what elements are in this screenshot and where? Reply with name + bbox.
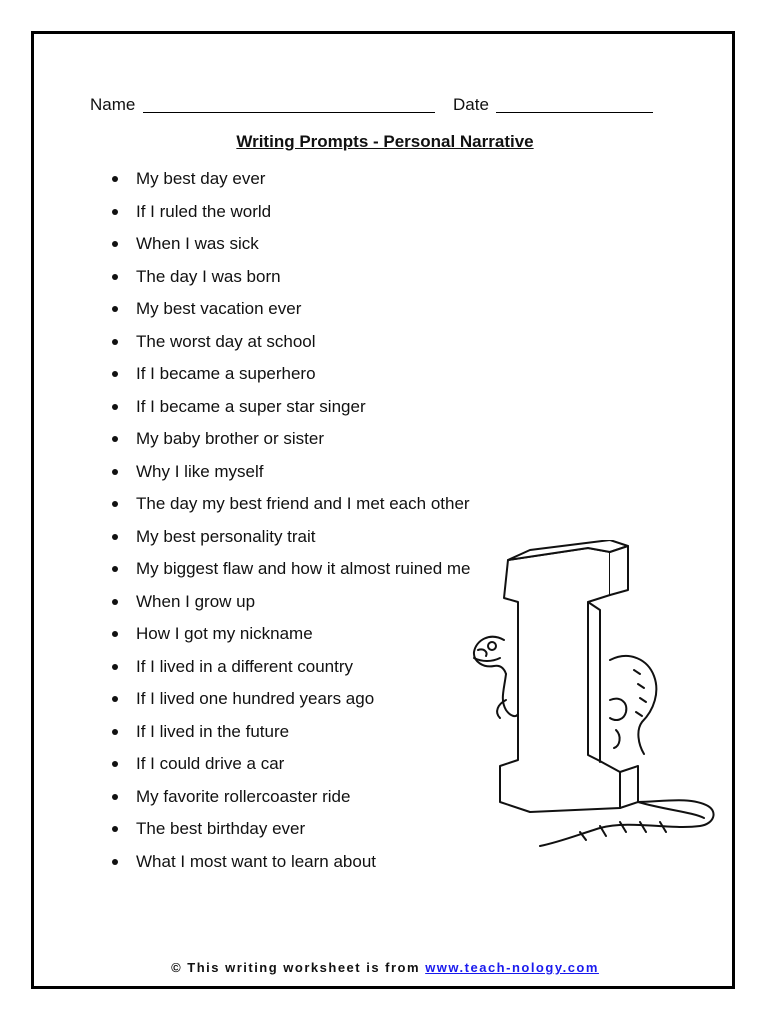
bullet-icon	[112, 469, 118, 475]
bullet-icon	[112, 566, 118, 572]
footer-text: © This writing worksheet is from	[171, 960, 426, 975]
prompt-text: Why I like myself	[136, 461, 264, 481]
bullet-icon	[112, 404, 118, 410]
bullet-icon	[112, 274, 118, 280]
bullet-icon	[112, 859, 118, 865]
date-blank-line	[496, 112, 653, 113]
prompt-text: My baby brother or sister	[136, 429, 325, 448]
prompt-text: The day I was born	[136, 266, 281, 286]
prompt-item	[108, 396, 471, 429]
bullet-icon	[112, 696, 118, 702]
bullet-icon	[112, 761, 118, 767]
prompt-text: The worst day at school	[136, 331, 316, 351]
prompt-item	[108, 818, 471, 851]
prompt-item	[108, 656, 471, 689]
prompt-list	[108, 168, 471, 883]
prompt-item	[108, 526, 471, 559]
name-label: Name	[90, 95, 136, 114]
prompt-text: If I lived in a different country	[136, 656, 354, 676]
letter-i-with-lizard-icon	[470, 540, 720, 860]
bullet-icon	[112, 339, 118, 345]
name-blank-line	[143, 112, 435, 113]
prompt-text: The day my best friend and I met each other	[136, 494, 470, 513]
prompt-item	[108, 558, 471, 591]
prompt-item	[108, 461, 471, 494]
prompt-item	[108, 363, 471, 396]
prompt-text: My favorite rollercoaster ride	[136, 786, 351, 806]
prompt-text: When I grow up	[136, 591, 256, 611]
prompt-text: My best personality trait	[136, 526, 316, 546]
prompt-text: If I could drive a car	[136, 754, 285, 773]
prompt-item	[108, 493, 471, 526]
prompt-item	[108, 591, 471, 624]
prompt-text: How I got my nickname	[136, 624, 313, 643]
prompt-item	[108, 331, 471, 364]
bullet-icon	[112, 664, 118, 670]
bullet-icon	[112, 176, 118, 182]
prompt-text: The best birthday ever	[136, 819, 306, 838]
prompt-item	[108, 428, 471, 461]
bullet-icon	[112, 371, 118, 377]
prompt-item	[108, 721, 471, 754]
prompt-text: If I lived in the future	[136, 721, 290, 741]
prompt-text: If I lived one hundred years ago	[136, 689, 375, 708]
prompt-text: What I most want to learn about	[136, 851, 377, 871]
prompt-item	[108, 298, 471, 331]
prompt-item	[108, 168, 471, 201]
prompt-text: When I was sick	[136, 234, 259, 253]
bullet-icon	[112, 306, 118, 312]
prompt-item	[108, 786, 471, 819]
prompt-item	[108, 688, 471, 721]
prompt-item	[108, 753, 471, 786]
bullet-icon	[112, 241, 118, 247]
prompt-text: My best day ever	[136, 169, 266, 188]
prompt-item	[108, 851, 471, 884]
prompt-item	[108, 266, 471, 299]
bullet-icon	[112, 436, 118, 442]
bullet-icon	[112, 501, 118, 507]
prompt-text: If I ruled the world	[136, 201, 272, 221]
date-label: Date	[453, 95, 489, 114]
bullet-icon	[112, 599, 118, 605]
page-title: Writing Prompts - Personal Narrative	[236, 132, 534, 151]
prompt-text: My biggest flaw and how it almost ruined me	[136, 559, 471, 578]
prompt-item	[108, 201, 471, 234]
bullet-icon	[112, 534, 118, 540]
footer-link[interactable]: www.teach-nology.com	[425, 960, 599, 975]
prompt-item	[108, 623, 471, 656]
bullet-icon	[112, 631, 118, 637]
prompt-text: My best vacation ever	[136, 299, 302, 318]
bullet-icon	[112, 794, 118, 800]
footer-credit	[0, 960, 770, 975]
prompt-item	[108, 233, 471, 266]
bullet-icon	[112, 209, 118, 215]
prompt-text: If I became a superhero	[136, 364, 316, 383]
bullet-icon	[112, 826, 118, 832]
bullet-icon	[112, 729, 118, 735]
prompt-text: If I became a super star singer	[136, 396, 366, 416]
